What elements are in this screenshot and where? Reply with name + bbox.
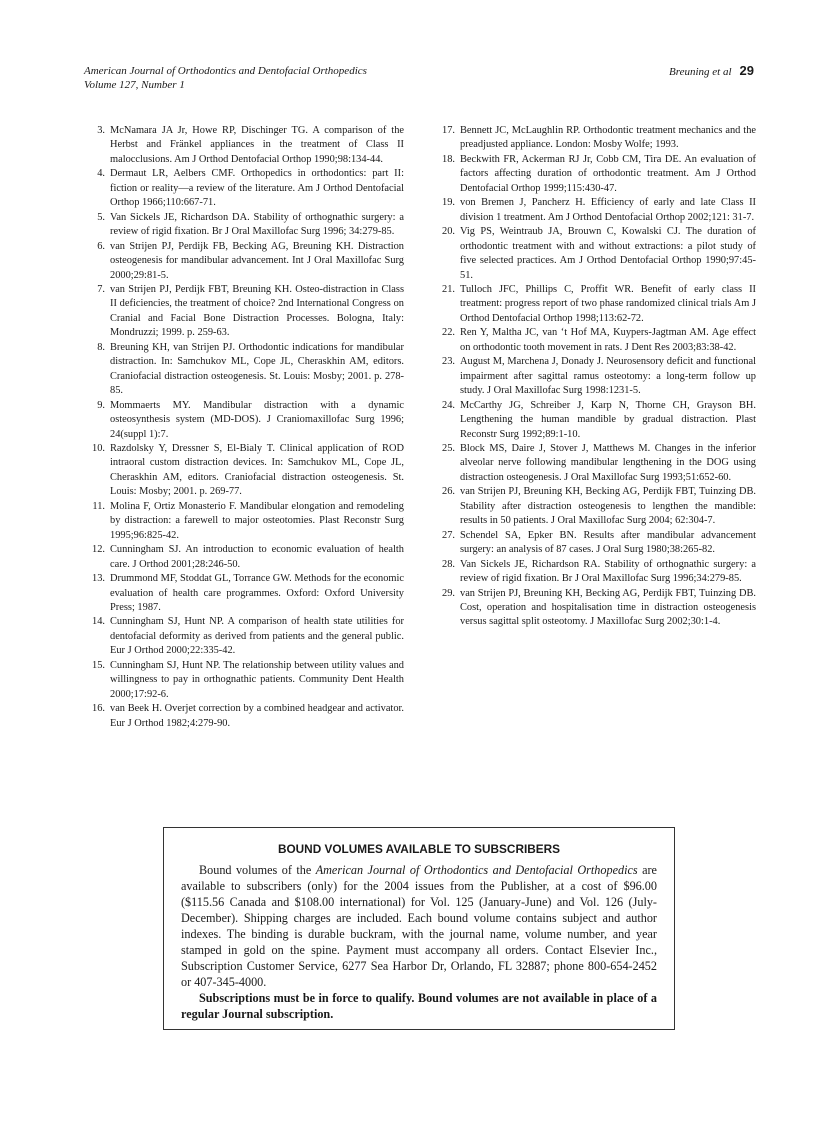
- reference-text: Ren Y, Maltha JC, van ‘t Hof MA, Kuypers-Jagtman AM. Age effect on orthodontic tooth movement in rats. J Dent Res 2003;83:38-42.: [460, 327, 756, 353]
- reference-number: 8.: [97, 341, 105, 353]
- reference-item: [86, 167, 404, 210]
- reference-item: [86, 543, 404, 572]
- reference-item: [436, 283, 756, 326]
- reference-text: Breuning KH, van Strijen PJ. Orthodontic indications for mandibular distraction. In: Samchukov ML, Cope JL, Cheraskhin AM, editors. Craniofacial distraction osteogenesis. St. Louis: Mosby; 2001. p. 278-85.: [110, 341, 404, 397]
- reference-number: 22.: [442, 327, 455, 339]
- reference-item: [436, 529, 756, 558]
- reference-number: 10.: [92, 442, 105, 454]
- running-authors: Breuning et al: [669, 66, 732, 78]
- reference-number: 6.: [97, 240, 105, 252]
- reference-item: [436, 485, 756, 528]
- reference-text: Bennett JC, McLaughlin RP. Orthodontic treatment mechanics and the preadjusted appliance. London: Mosby Wolfe; 1993.: [460, 125, 756, 151]
- reference-number: 3.: [97, 125, 105, 136]
- running-header-page: [669, 64, 754, 79]
- bound-volumes-notice: [163, 827, 675, 1030]
- reference-item: [86, 124, 404, 167]
- reference-text: Drummond MF, Stoddat GL, Torrance GW. Methods for the economic evaluation of health care programmes. Oxford: Oxford University Press; 1987.: [110, 573, 404, 613]
- reference-item: [86, 211, 404, 240]
- reference-text: Tulloch JFC, Phillips C, Proffit WR. Benefit of early class II treatment: progress report of two phase randomized clinical trials Am J Orthod Dentofacial Orthop 1998;113:62-72.: [460, 283, 756, 324]
- journal-volume: Volume 127, Number 1: [84, 79, 185, 91]
- reference-text: van Strijen PJ, Perdijk FB, Becking AG, Breuning KH. Distraction osteogenesis for mandibular advancement. Int J Oral Maxillofac Surg 2000;29:81-5.: [110, 240, 404, 281]
- reference-item: [436, 326, 756, 355]
- reference-number: 14.: [92, 616, 105, 628]
- reference-number: 9.: [97, 399, 105, 411]
- reference-item: [86, 615, 404, 658]
- reference-text: Cunningham SJ, Hunt NP. A comparison of health state utilities for dentofacial deformity as derived from patients and the general public. Eur J Orthod 2000;22:335-42.: [110, 616, 404, 657]
- journal-title: American Journal of Orthodontics and Dentofacial Orthopedics: [84, 65, 367, 77]
- reference-number: 21.: [442, 283, 455, 295]
- reference-text: Vig PS, Weintraub JA, Brouwn C, Kowalski CJ. The duration of orthodontic treatment with and without extractions: a pilot study of five selected practices. Am J Orthod Dentofacial Orthop 1990;97:45-51.: [460, 226, 756, 281]
- reference-text: Mommaerts MY. Mandibular distraction with a dynamic osteosynthesis system (MD-DOS). J Craniomaxillofac Surg 1996; 24(suppl 1):7.: [110, 399, 404, 440]
- notice-title: BOUND VOLUMES AVAILABLE TO SUBSCRIBERS: [277, 842, 561, 856]
- reference-number: 15.: [92, 659, 105, 671]
- running-header-journal: [84, 64, 367, 92]
- reference-number: 5.: [97, 211, 105, 223]
- page-number: 29: [739, 63, 754, 78]
- reference-text: van Strijen PJ, Breuning KH, Becking AG, Perdijk FBT, Tuinzing DB. Cost, operation and hospitalisation time in distraction osteogenesis versus sagittal split osteotomy. J Maxillofac Surg 2002;30:1-4.: [460, 587, 756, 628]
- reference-text: Dermaut LR, Aelbers CMF. Orthopedics in orthodontics: part II: fiction or reality—a review of the literature. Am J Orthod Dentofacial Orthop 1966;110:667-71.: [110, 168, 404, 209]
- notice-journal-name: American Journal of Orthodontics and Dentofacial Orthopedics: [315, 863, 638, 877]
- reference-number: 25.: [442, 442, 455, 454]
- reference-item: [86, 442, 404, 500]
- reference-number: 7.: [97, 283, 105, 295]
- notice-body-rest: are available to subscribers (only) for the 2004 issues from the Publisher, at a cost of $96.00 ($115.56 Canada and $108.00 international) for Vol. 125 (January-June) and Vol. 126 (July-December). Shipping charges are included. Each bound volume contains subject and author indexes. The binding is durable buckram, with the journal name, volume number, and year stamped in gold on the spine. Payment must accompany all orders. Contact Elsevier Inc., Subscription Customer Service, 6277 Sea Harbor Dr, Orlando, FL 32887; phone 800-654-2452 or 407-345-4000.: [181, 863, 657, 989]
- reference-text: Van Sickels JE, Richardson DA. Stability of orthognathic surgery: a review of rigid fixation. Br J Oral Maxillofac Surg 1996; 34:279-85.: [110, 211, 404, 238]
- reference-number: 23.: [442, 356, 455, 368]
- reference-text: Block MS, Daire J, Stover J, Matthews M. Changes in the inferior alveolar nerve following mandibular lengthening in the DOG using distraction osteogenesis. J Oral Maxillofac Surg 1993;51:652-60.: [460, 442, 756, 483]
- reference-number: 12.: [92, 544, 105, 556]
- reference-number: 20.: [442, 226, 455, 238]
- reference-item: [436, 225, 756, 283]
- reference-text: von Bremen J, Pancherz H. Efficiency of early and late Class II division 1 treatment. Am J Orthod Dentofacial Orthop 2002;121: 31-7.: [460, 197, 756, 223]
- reference-item: [86, 399, 404, 442]
- reference-number: 16.: [92, 703, 105, 715]
- references-right-column: [436, 124, 756, 630]
- reference-item: [436, 124, 756, 153]
- notice-body-start: Bound volumes of the: [199, 863, 316, 877]
- reference-text: Van Sickels JE, Richardson RA. Stability of orthognathic surgery: a review of rigid fixation. Br J Oral Maxillofac Surg 1996;34:279-85.: [460, 558, 756, 585]
- reference-number: 24.: [442, 399, 455, 411]
- reference-number: 26.: [442, 486, 455, 498]
- reference-item: [86, 500, 404, 543]
- reference-number: 11.: [92, 500, 105, 512]
- reference-number: 18.: [442, 153, 455, 165]
- reference-text: August M, Marchena J, Donady J. Neurosensory deficit and functional impairment after sagittal ramus osteotomy: a long-term follow up study. J Oral Maxillofac Surg 1998:1231-5.: [460, 356, 756, 397]
- reference-text: Schendel SA, Epker BN. Results after mandibular advancement surgery: an analysis of 87 cases. J Oral Surg 1980;38:265-82.: [460, 529, 756, 556]
- reference-number: 19.: [442, 197, 455, 209]
- notice-body: [181, 862, 657, 990]
- reference-item: [86, 572, 404, 615]
- reference-item: [86, 659, 404, 702]
- reference-number: 4.: [97, 168, 105, 180]
- reference-item: [86, 283, 404, 341]
- reference-number: 28.: [442, 558, 455, 570]
- reference-text: van Strijen PJ, Breuning KH, Becking AG, Perdijk FBT, Tuinzing DB. Stability after distraction osteogenesis to lengthen the mandible: results in 50 patients. J Oral Maxillofac Surg 2004; 62:304-7.: [460, 486, 756, 527]
- reference-text: McNamara JA Jr, Howe RP, Dischinger TG. A comparison of the Herbst and Fränkel appliances in the treatment of Class II malocclusions. Am J Orthod Dentofacial Orthop 1990;98:134-44.: [110, 125, 404, 165]
- reference-text: McCarthy JG, Schreiber J, Karp N, Thorne CH, Grayson BH. Lengthening the human mandible by gradual distraction. Plast Reconstr Surg 1992;89:1-10.: [460, 399, 756, 440]
- reference-item: [436, 558, 756, 587]
- reference-text: van Beek H. Overjet correction by a combined headgear and activator. Eur J Orthod 1982;4:279-90.: [110, 703, 404, 729]
- reference-item: [436, 355, 756, 398]
- reference-item: [436, 153, 756, 196]
- reference-item: [436, 587, 756, 630]
- reference-text: van Strijen PJ, Perdijk FBT, Breuning KH. Osteo-distraction in Class II deficiencies, the treatment of choice? 2nd International Congress on Cranial and Facial Bone Distraction Processes. Bologna, Italy: Mondruzzi; 1999. p. 259-63.: [110, 283, 404, 339]
- reference-text: Molina F, Ortiz Monasterio F. Mandibular elongation and remodeling by distraction: a farewell to major osteotomies. Plast Reconstr Surg 1995;96:825-42.: [110, 500, 404, 541]
- reference-text: Razdolsky Y, Dressner S, El-Bialy T. Clinical application of ROD intraoral custom distraction devices. In: Samchukov ML, Cope JL, Cheraskhin AM, editors. Craniofacial distraction osteogenesis. St. Louis: Mosby; 2001. p. 269-77.: [110, 442, 404, 498]
- references-left-column: [86, 124, 404, 731]
- reference-text: Cunningham SJ. An introduction to economic evaluation of health care. J Orthod 2001;28:246-50.: [110, 544, 404, 570]
- reference-item: [86, 341, 404, 399]
- reference-text: Beckwith FR, Ackerman RJ Jr, Cobb CM, Tira DE. An evaluation of factors affecting duration of orthodontic treatment. Am J Orthod Dentofacial Orthop 1999;115:430-47.: [460, 153, 756, 194]
- reference-number: 17.: [442, 125, 455, 136]
- reference-text: Cunningham SJ, Hunt NP. The relationship between utility values and willingness to pay in orthognathic patients. Community Dent Health 2000;17:92-6.: [110, 659, 404, 700]
- reference-number: 13.: [92, 573, 105, 585]
- reference-item: [436, 442, 756, 485]
- reference-item: [86, 702, 404, 731]
- reference-number: 29.: [442, 587, 455, 599]
- reference-number: 27.: [442, 529, 455, 541]
- reference-item: [86, 240, 404, 283]
- reference-item: [436, 196, 756, 225]
- reference-item: [436, 399, 756, 442]
- notice-bold-note: Subscriptions must be in force to qualify. Bound volumes are not available in place of a regular Journal subscription.: [181, 991, 657, 1021]
